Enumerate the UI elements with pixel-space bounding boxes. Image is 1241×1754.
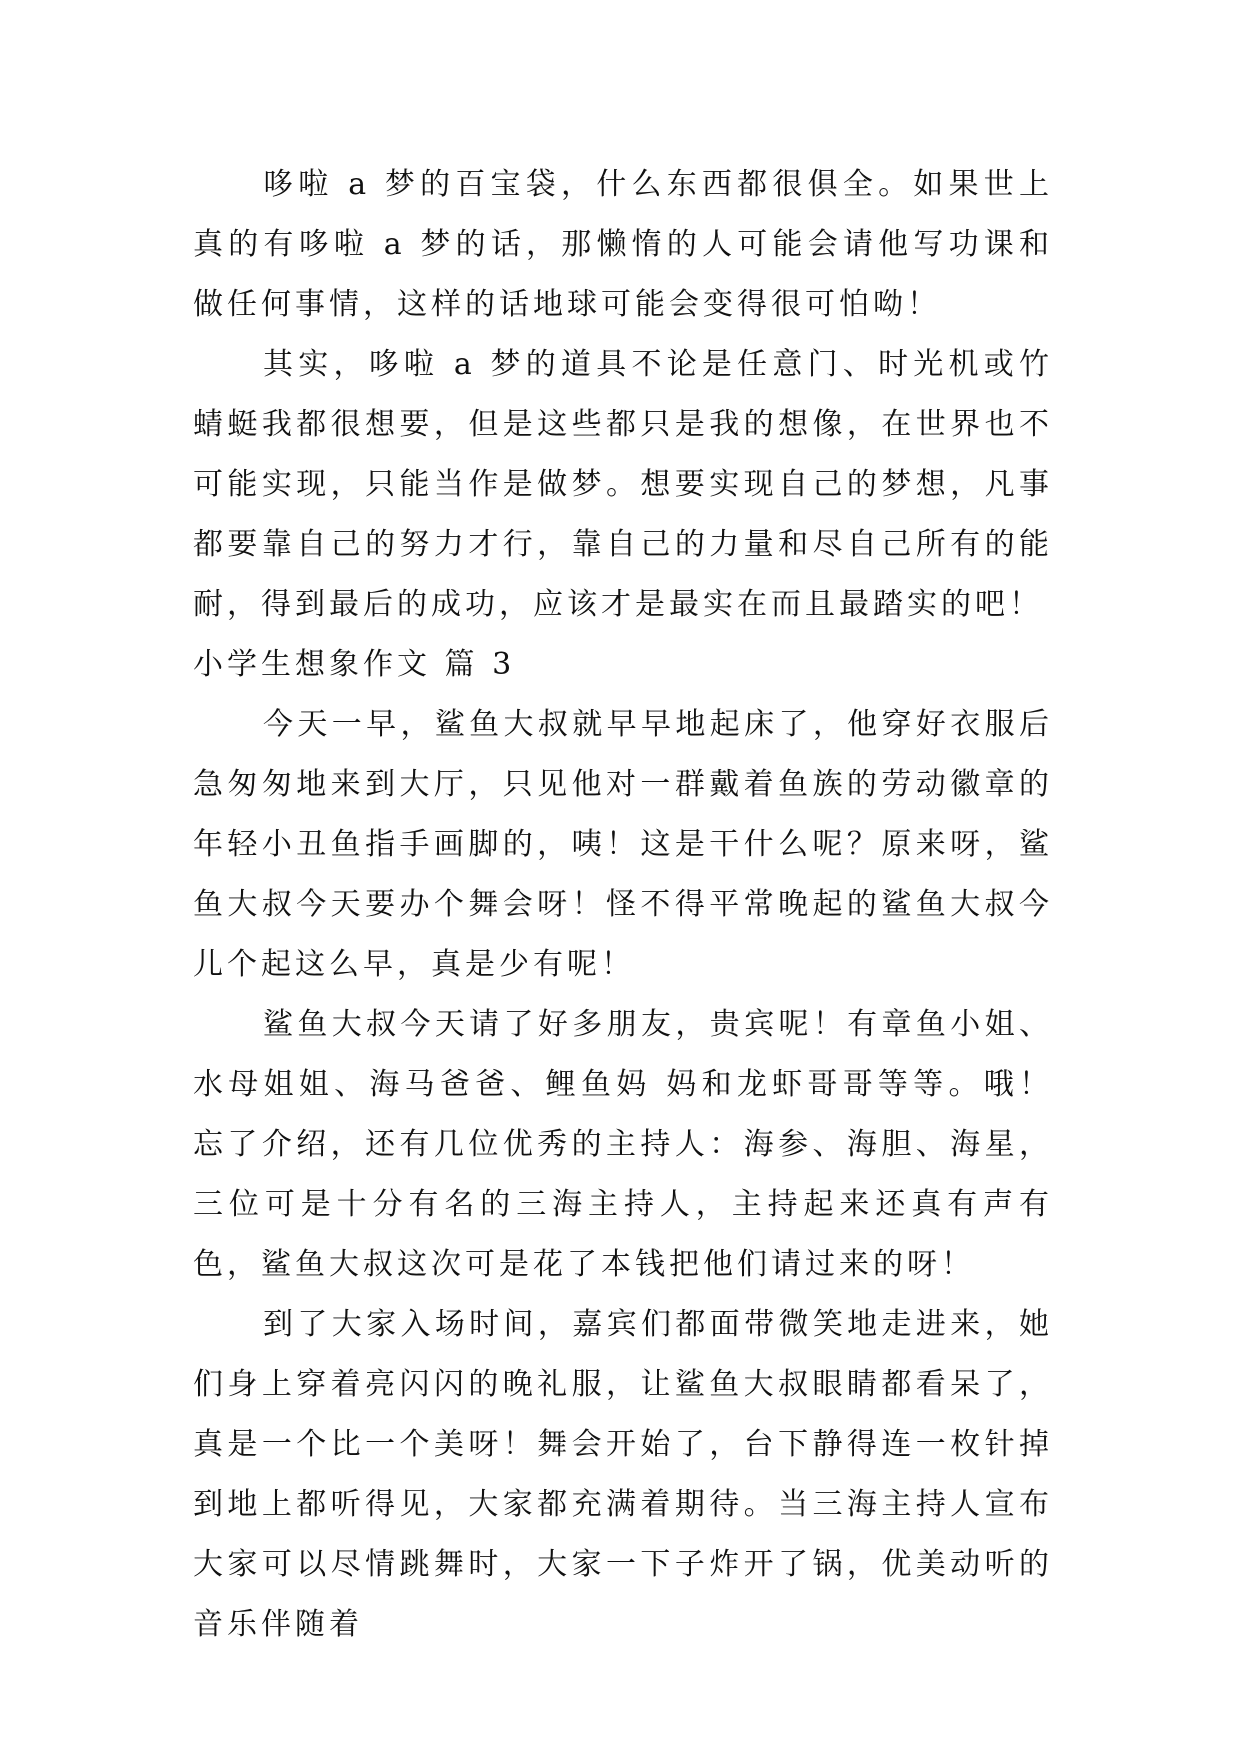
paragraph-doraemon-pocket: 哆啦 a 梦的百宝袋，什么东西都很俱全。如果世上真的有哆啦 a 梦的话，那懒惰的人可能会请他写功课和做任何事情，这样的话地球可能会变得很可怕呦！ xyxy=(193,167,1053,322)
section-heading: 小学生想象作文 篇 3 xyxy=(193,647,516,682)
document-page xyxy=(193,155,1053,1655)
paragraph-doraemon-gadgets: 其实，哆啦 a 梦的道具不论是任意门、时光机或竹蜻蜓我都很想要，但是这些都只是我的想像，在世界也不可能实现，只能当作是做梦。想要实现自己的梦想，凡事都要靠自己的努力才行，靠自己的力量和尽自己所有的能耐，得到最后的成功，应该才是最实在而且最踏实的吧！ xyxy=(193,347,1053,622)
paragraph-dance-party: 到了大家入场时间，嘉宾们都面带微笑地走进来，她们身上穿着亮闪闪的晚礼服，让鲨鱼大叔眼睛都看呆了，真是一个比一个美呀！舞会开始了，台下静得连一枚针掉到地上都听得见，大家都充满着期待。当三海主持人宣布大家可以尽情跳舞时，大家一下子炸开了锅，优美动听的音乐伴随着 xyxy=(193,1307,1053,1642)
paragraph-shark-guests: 鲨鱼大叔今天请了好多朋友，贵宾呢！有章鱼小姐、水母姐姐、海马爸爸、鲤鱼妈 妈和龙虾哥哥等等。哦！忘了介绍，还有几位优秀的主持人：海参、海胆、海星，三位可是十分有名的三海主持人，主持起来还真有声有色，鲨鱼大叔这次可是花了本钱把他们请过来的呀！ xyxy=(193,1007,1053,1282)
paragraph-shark-morning: 今天一早，鲨鱼大叔就早早地起床了，他穿好衣服后急匆匆地来到大厅，只见他对一群戴着鱼族的劳动徽章的年轻小丑鱼指手画脚的，咦！这是干什么呢？原来呀，鲨鱼大叔今天要办个舞会呀！怪不得平常晚起的鲨鱼大叔今儿个起这么早，真是少有呢！ xyxy=(193,707,1053,982)
